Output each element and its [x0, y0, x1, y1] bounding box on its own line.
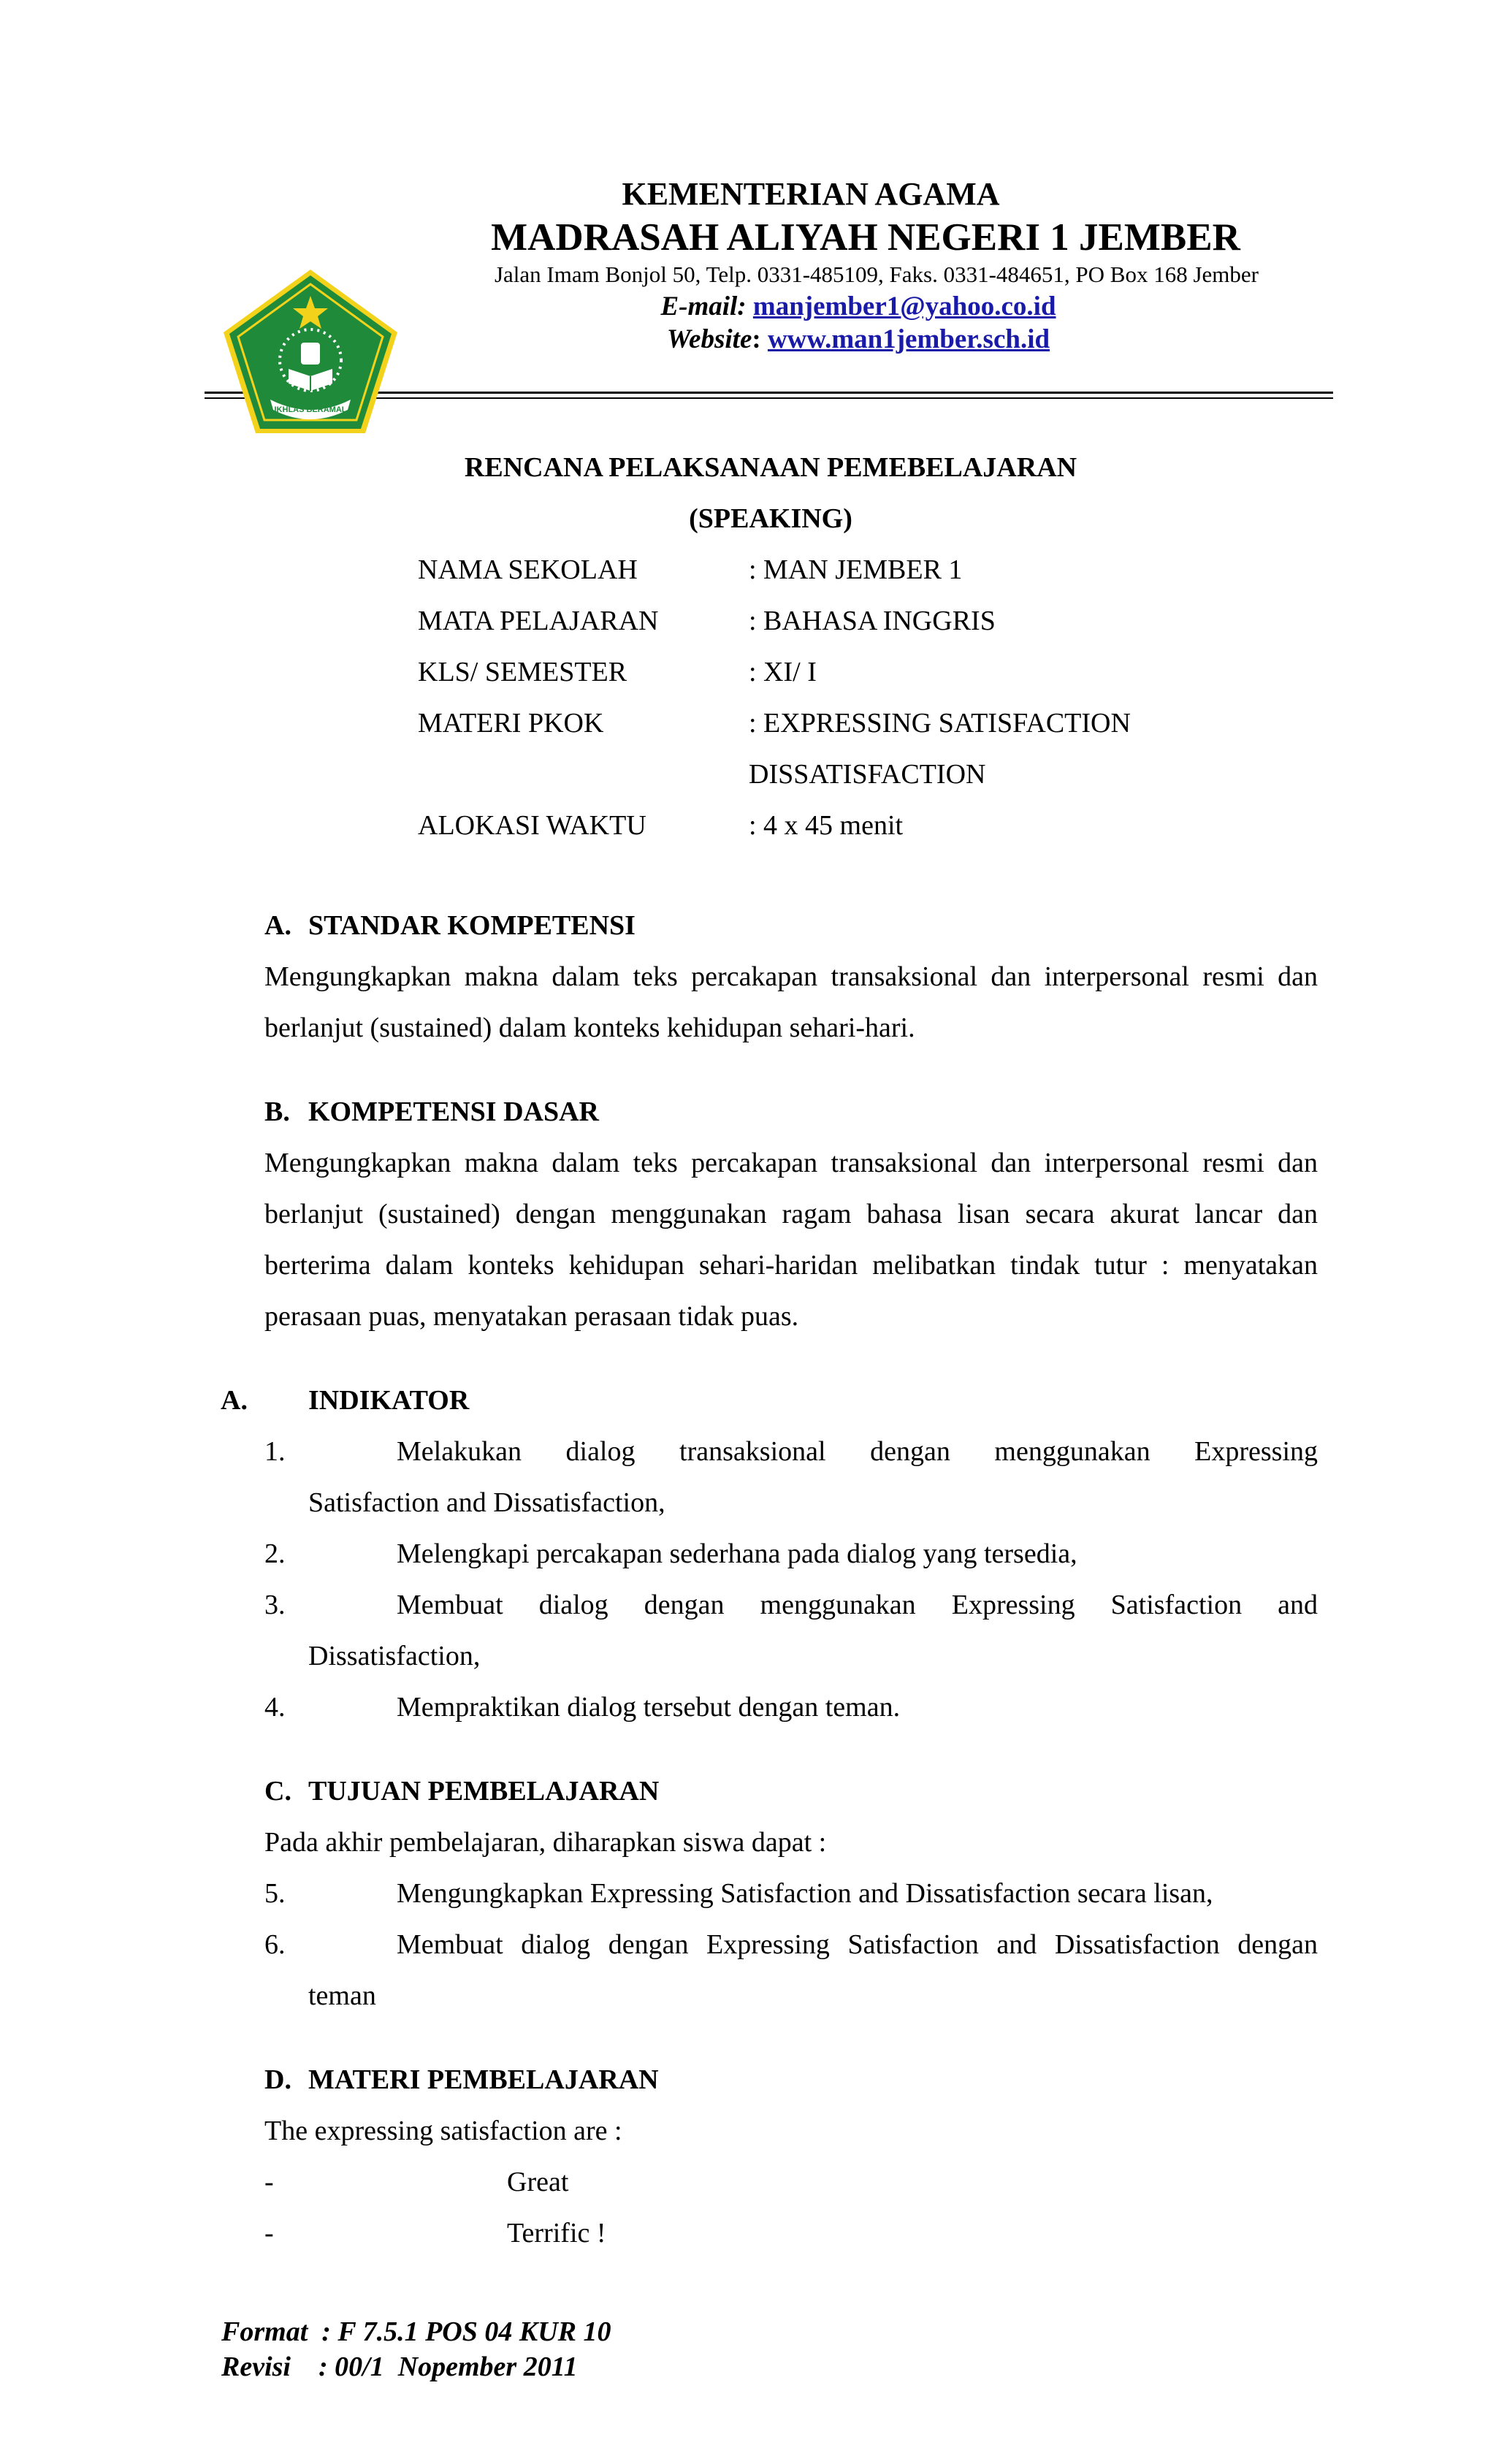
header-email-line	[402, 291, 1315, 322]
meta-value-class: : XI/ I	[749, 657, 817, 687]
doc-title: RENCANA PELAKSANAAN PEMEBELAJARAN	[464, 452, 1077, 483]
header-ministry: KEMENTERIAN AGAMA	[622, 176, 1000, 212]
meta-label-school: NAMA SEKOLAH	[418, 554, 638, 585]
svg-text:IKHLAS BERAMAL: IKHLAS BERAMAL	[274, 405, 347, 414]
section-tujuan-letter: C.	[264, 1776, 291, 1807]
kompetensi-line-1: Mengungkapkan makna dalam teks percakapan transaksional dan interpersonal resmi dan	[264, 1148, 1318, 1178]
section-tujuan-title: TUJUAN PEMBELAJARAN	[308, 1776, 660, 1807]
section-indikator-letter: A.	[221, 1385, 248, 1416]
meta-label-material: MATERI PKOK	[418, 708, 604, 739]
header-address: Jalan Imam Bonjol 50, Telp. 0331-485109, Faks. 0331-484651, PO Box 168 Jember	[494, 262, 1259, 287]
indikator-item-2: Melengkapi percakapan sederhana pada dialog yang tersedia,	[397, 1538, 1077, 1569]
meta-label-class: KLS/ SEMESTER	[418, 657, 627, 687]
materi-bullet-1: -	[264, 2167, 274, 2197]
tujuan-item-6-line-1: Membuat dialog dengan Expressing Satisfaction and Dissatisfaction dengan	[397, 1929, 1318, 1960]
email-label: E-mail:	[660, 291, 747, 321]
kompetensi-line-2: berlanjut (sustained) dengan menggunakan ragam bahasa lisan secara akurat lancar dan	[264, 1199, 1318, 1229]
section-kompetensi-title: KOMPETENSI DASAR	[308, 1096, 599, 1127]
website-colon: :	[752, 324, 768, 354]
header-school-name: MADRASAH ALIYAH NEGERI 1 JEMBER	[491, 216, 1240, 259]
materi-intro: The expressing satisfaction are :	[264, 2116, 622, 2146]
indikator-item-3-line-2: Dissatisfaction,	[308, 1641, 481, 1671]
section-indikator-title: INDIKATOR	[308, 1385, 470, 1416]
website-link[interactable]: www.man1jember.sch.id	[767, 324, 1050, 354]
indikator-num-2: 2.	[264, 1538, 286, 1569]
indikator-num-4: 4.	[264, 1692, 286, 1723]
materi-bullet-2: -	[264, 2218, 274, 2249]
ministry-logo	[219, 267, 402, 436]
tujuan-num-6: 6.	[264, 1929, 286, 1960]
section-kompetensi-letter: B.	[264, 1096, 290, 1127]
meta-value-subject: : BAHASA INGGRIS	[749, 606, 996, 636]
meta-value-time: : 4 x 45 menit	[749, 810, 904, 841]
section-materi-letter: D.	[264, 2064, 291, 2095]
doc-subtitle: (SPEAKING)	[689, 503, 852, 534]
meta-value-school: : MAN JEMBER 1	[749, 554, 963, 585]
website-label: Website	[666, 324, 752, 354]
footer-format: Format : F 7.5.1 POS 04 KUR 10	[221, 2316, 611, 2347]
section-materi-title: MATERI PEMBELAJARAN	[308, 2064, 659, 2095]
standar-line-2: berlanjut (sustained) dalam konteks kehidupan sehari-hari.	[264, 1012, 915, 1043]
standar-line-1: Mengungkapkan makna dalam teks percakapan transaksional dan interpersonal resmi dan	[264, 961, 1318, 992]
meta-label-subject: MATA PELAJARAN	[418, 606, 659, 636]
kompetensi-line-4: perasaan puas, menyatakan perasaan tidak puas.	[264, 1301, 799, 1332]
meta-value-material: : EXPRESSING SATISFACTION	[749, 708, 1131, 739]
materi-item-2: Terrific !	[507, 2218, 606, 2249]
section-standar-title: STANDAR KOMPETENSI	[308, 910, 636, 941]
tujuan-item-5: Mengungkapkan Expressing Satisfaction and Dissatisfaction secara lisan,	[397, 1878, 1213, 1909]
meta-label-time: ALOKASI WAKTU	[418, 810, 646, 841]
meta-value-material-cont: DISSATISFACTION	[749, 759, 986, 790]
footer-revision: Revisi : 00/1 Nopember 2011	[221, 2352, 578, 2382]
tujuan-item-6-line-2: teman	[308, 1980, 376, 2011]
tujuan-num-5: 5.	[264, 1878, 286, 1909]
indikator-item-4: Mempraktikan dialog tersebut dengan teman.	[397, 1692, 901, 1723]
indikator-num-3: 3.	[264, 1590, 286, 1620]
header-website-line	[402, 324, 1315, 355]
indikator-num-1: 1.	[264, 1436, 286, 1467]
email-link[interactable]: manjember1@yahoo.co.id	[752, 291, 1056, 321]
indikator-item-1-line-1: Melakukan dialog transaksional dengan menggunakan Expressing	[397, 1436, 1318, 1467]
kompetensi-line-3: berterima dalam konteks kehidupan sehari-haridan melibatkan tindak tutur : menyatakan	[264, 1250, 1318, 1281]
indikator-item-1-line-2: Satisfaction and Dissatisfaction,	[308, 1487, 665, 1518]
materi-item-1: Great	[507, 2167, 569, 2197]
tujuan-intro: Pada akhir pembelajaran, diharapkan siswa dapat :	[264, 1827, 827, 1858]
indikator-item-3-line-1: Membuat dialog dengan menggunakan Expressing Satisfaction and	[397, 1590, 1318, 1620]
section-standar-letter: A.	[264, 910, 291, 941]
